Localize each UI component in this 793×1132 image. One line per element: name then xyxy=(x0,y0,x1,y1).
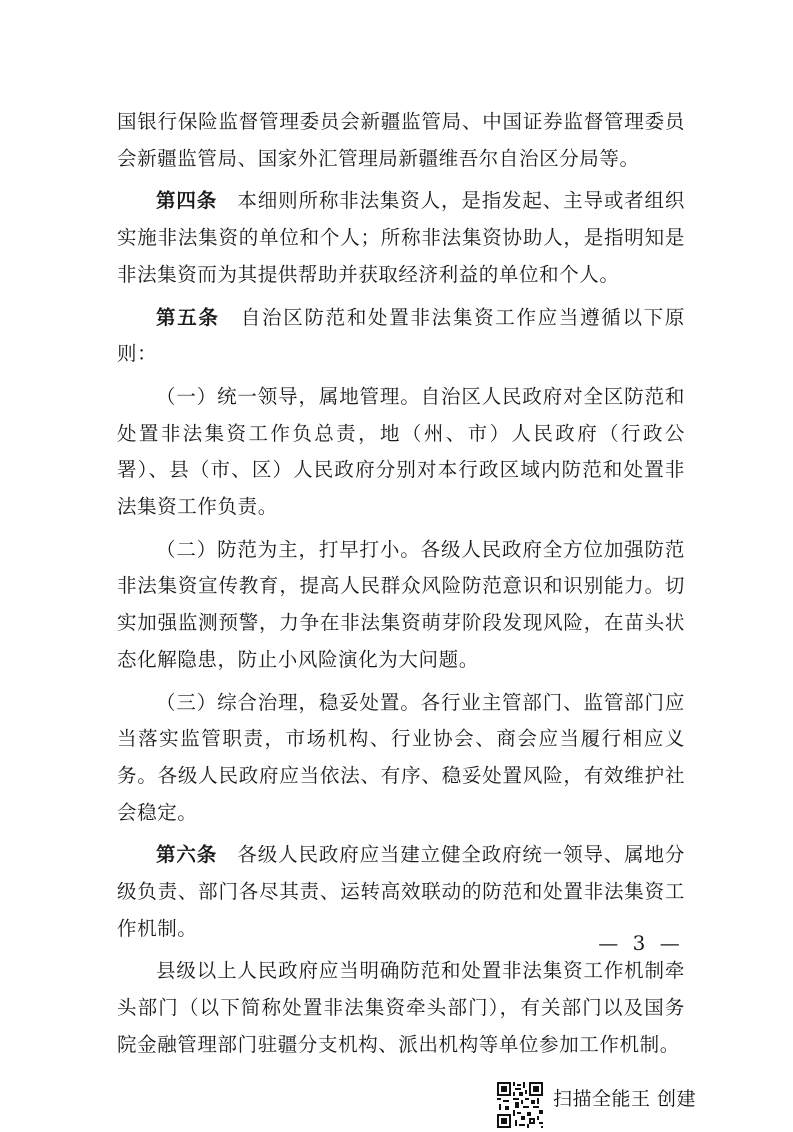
page-number: — 3 — xyxy=(598,931,684,955)
article-6-second-paragraph xyxy=(117,953,685,1063)
article-4-paragraph xyxy=(117,183,685,293)
article-4-text: 本细则所称非法集资人，是指发起、主导或者组织实施非法集资的单位和个人；所称非法集资协助人，是指明知是非法集资而为其提供帮助并获取经济利益的单位和个人。 xyxy=(117,189,685,286)
qr-code-icon xyxy=(497,1082,543,1128)
scanner-watermark-text: 扫描全能王 创建 xyxy=(553,1088,697,1110)
article-5-text: 自治区防范和处置非法集资工作应当遵循以下原则： xyxy=(117,305,685,366)
paragraph-continuation xyxy=(117,104,685,177)
paragraph-text: 国银行保险监督管理委员会新疆监管局、中国证券监督管理委员会新疆监管局、国家外汇管理局新疆维吾尔自治区分局等。 xyxy=(117,110,685,170)
principle-3-text: （三）综合治理，稳妥处置。各行业主管部门、监管部门应当落实监管职责，市场机构、行业协会、商会应当履行相应义务。各级人民政府应当依法、有序、稳妥处置风险，有效维护社会稳定。 xyxy=(117,690,685,824)
document-body xyxy=(117,104,685,1070)
principle-2-paragraph xyxy=(117,532,685,679)
principle-2-text: （二）防范为主，打早打小。各级人民政府全方位加强防范非法集资宣传教育，提高人民群众风险防范意识和识别能力。切实加强监测预警，力争在非法集资萌芽阶段发现风险，在苗头状态化解隐患，防止小风险演化为大问题。 xyxy=(117,537,685,671)
scanner-watermark xyxy=(497,1082,696,1132)
principle-1-text: （一）统一领导，属地管理。自治区人民政府对全区防范和处置非法集资工作负总责，地（州、市）人民政府（行政公署）、县（市、区）人民政府分别对本行政区域内防范和处置非法集资工作负责。 xyxy=(117,384,685,519)
article-6-text: 各级人民政府应当建立健全政府统一领导、属地分级负责、部门各尽其责、运转高效联动的防范和处置非法集资工作机制。 xyxy=(117,843,685,940)
article-5-paragraph xyxy=(117,300,685,373)
article-6-second-text: 县级以上人民政府应当明确防范和处置非法集资工作机制牵头部门（以下简称处置非法集资牵头部门），有关部门以及国务院金融管理部门驻疆分支机构、派出机构等单位参加工作机制。 xyxy=(117,959,685,1056)
article-6-heading: 第六条 xyxy=(156,843,218,867)
article-4-heading: 第四条 xyxy=(156,189,218,213)
principle-3-paragraph xyxy=(117,685,685,832)
article-5-heading: 第五条 xyxy=(156,305,220,329)
principle-1-paragraph xyxy=(117,379,685,526)
